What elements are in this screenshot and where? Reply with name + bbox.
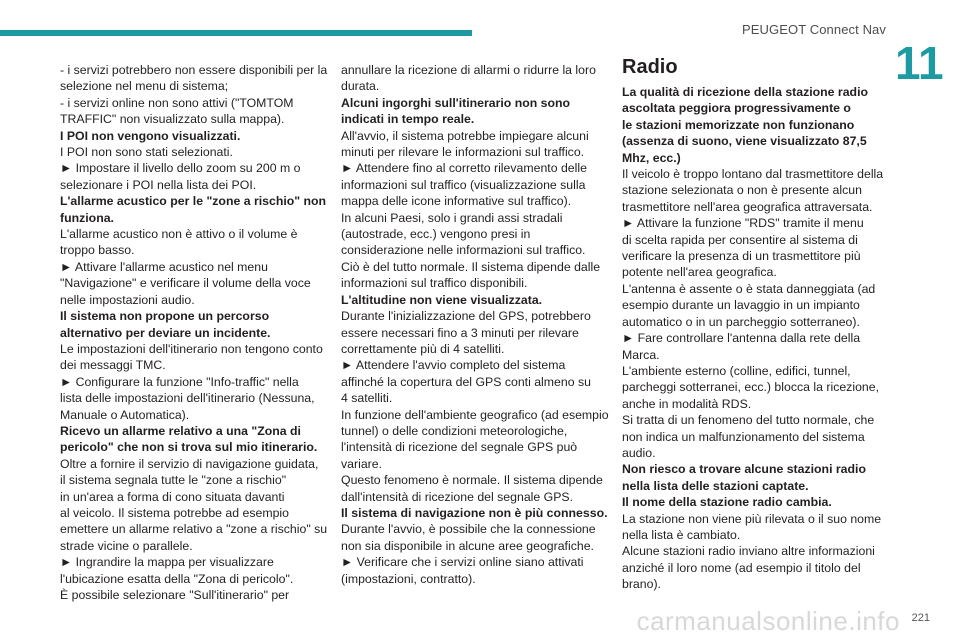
text-line: dall'intensità di ricezione del segnale GPS. [341, 489, 574, 504]
heading-line: Ricevo un allarme relativo a una "Zona di [60, 423, 301, 438]
text-line: troppo basso. [60, 243, 135, 258]
header-accent-bar [0, 30, 472, 36]
text-line: parcheggi sotterranei, ecc.) blocca la ricezione, [622, 380, 879, 395]
text-line: l'intensità di ricezione del segnale GPS può [341, 440, 578, 455]
text-line: informazioni sul traffico (visualizzazione sulla [341, 177, 586, 192]
text-line: trasmettitore nell'area geografica attraversata. [622, 199, 873, 214]
heading-line: L'altitudine non viene visualizzata. [341, 292, 543, 307]
text-line: In funzione dell'ambiente geografico (ad esempio [341, 407, 609, 422]
heading-line: Il sistema non propone un percorso [60, 309, 270, 324]
text-column-3-body [622, 84, 888, 593]
text-line: emettere un allarme relativo a "zone a rischio" su [60, 522, 328, 537]
page-number: 221 [911, 612, 930, 624]
text-line: Si tratta di un fenomeno del tutto normale, che [622, 413, 875, 428]
text-line: esempio durante un lavaggio in un impianto [622, 298, 860, 313]
text-line: durata. [341, 79, 380, 94]
text-line: in un'area a forma di cono situata davanti [60, 489, 285, 504]
text-line: al veicolo. Il sistema potrebbe ad esempio [60, 505, 289, 520]
text-line: Manuale o Automatica). [60, 407, 190, 422]
text-line: correttamente più di 4 satelliti. [341, 341, 505, 356]
heading-line: Non riesco a trovare alcune stazioni radio [622, 462, 866, 477]
text-line: ► Impostare il livello dello zoom su 200 m o [60, 161, 301, 176]
text-column-1 [60, 62, 328, 603]
text-line: Il veicolo è troppo lontano dal trasmettitore della [622, 167, 884, 182]
text-line: L'antenna è assente o è stata danneggiata (ad [622, 281, 876, 296]
text-line: La stazione non viene più rilevata o il suo nome [622, 511, 882, 526]
text-line: "Navigazione" e verificare il volume della voce [60, 276, 311, 291]
text-line: All'avvio, il sistema potrebbe impiegare alcuni [341, 128, 589, 143]
text-line: affinché la copertura del GPS conti almeno su [341, 374, 591, 389]
text-line: tunnel) o delle condizioni meteorologiche, [341, 423, 568, 438]
text-line: Durante l'avvio, è possibile che la connessione [341, 522, 596, 537]
text-line: il sistema segnala tutte le "zone a rischio" [60, 473, 287, 488]
text-line: ► Verificare che i servizi online siano attivati [341, 555, 584, 570]
heading-line: (assenza di suono, viene visualizzato 87,5 [622, 134, 867, 149]
text-line: ► Attendere l'avvio completo del sistema [341, 358, 566, 373]
text-line: mappa delle icone informative sul traffico). [341, 194, 572, 209]
text-line: variare. [341, 456, 383, 471]
text-line: TRAFFIC" non visualizzato sulla mappa). [60, 112, 285, 127]
text-line: lista delle impostazioni dell'itinerario (Nessuna, [60, 391, 315, 406]
heading-line: Il sistema di navigazione non è più connesso. [341, 505, 608, 520]
text-line: essere necessari fino a 3 minuti per rilevare [341, 325, 579, 340]
section-title-radio: Radio [622, 56, 678, 78]
heading-line: Il nome della stazione radio cambia. [622, 495, 832, 510]
heading-line: Alcuni ingorghi sull'itinerario non sono [341, 95, 571, 110]
text-line: anziché il loro nome (ad esempio il titolo del [622, 560, 861, 575]
heading-line: funziona. [60, 210, 114, 225]
text-line: Ciò è del tutto normale. Il sistema dipende dalle [341, 259, 601, 274]
heading-line: alternativo per deviare un incidente. [60, 325, 271, 340]
header-title: PEUGEOT Connect Nav [742, 22, 886, 37]
text-column-3 [622, 54, 888, 593]
text-line: (autostrade, ecc.) vengono presi in [341, 227, 531, 242]
text-line: - i servizi potrebbero non essere disponibili per la [60, 63, 328, 77]
text-line: strade vicine o parallele. [60, 538, 193, 553]
text-line: ► Fare controllare l'antenna dalla rete della [622, 331, 861, 346]
text-line: nelle impostazioni audio. [60, 292, 195, 307]
text-line: L'ambiente esterno (colline, edifici, tunnel, [622, 363, 851, 378]
text-line: Oltre a fornire il servizio di navigazione guidata, [60, 456, 319, 471]
text-line: In alcuni Paesi, solo i grandi assi stradali [341, 210, 563, 225]
heading-line: pericolo" che non si trova sul mio itinerario. [60, 440, 318, 455]
text-line: dei messaggi TMC. [60, 358, 166, 373]
text-line: 4 satelliti. [341, 391, 393, 406]
text-line: nella lista è cambiato. [622, 527, 741, 542]
heading-line: La qualità di ricezione della stazione radio [622, 85, 868, 99]
text-line: informazioni sul traffico disponibili. [341, 276, 528, 291]
text-line: stazione selezionata o non è presente alcun [622, 183, 862, 198]
text-line: Questo fenomeno è normale. Il sistema dipende [341, 473, 603, 488]
text-line: - i servizi online non sono attivi ("TOMTOM [60, 95, 294, 110]
heading-line: I POI non vengono visualizzati. [60, 128, 241, 143]
text-line: considerazione nelle informazioni sul traffico. [341, 243, 586, 258]
text-line: non indica un malfunzionamento del sistema [622, 429, 865, 444]
text-line: ► Attivare la funzione "RDS" tramite il menu [622, 216, 864, 231]
heading-line: Mhz, ecc.) [622, 150, 681, 165]
text-line: ► Ingrandire la mappa per visualizzare [60, 555, 274, 570]
text-line: selezione nel menu di sistema; [60, 79, 229, 94]
text-line: brano). [622, 577, 661, 592]
text-line: non sia disponibile in alcune aree geografiche. [341, 538, 594, 553]
heading-line: L'allarme acustico per le "zone a rischio" non [60, 194, 327, 209]
text-line: verificare la presenza di un trasmettitore più [622, 249, 861, 264]
text-line: Alcune stazioni radio inviano altre informazioni [622, 544, 875, 559]
text-line: Durante l'inizializzazione del GPS, potrebbero [341, 309, 591, 324]
text-column-2 [341, 62, 609, 587]
chapter-number: 11 [895, 37, 944, 89]
text-line: È possibile selezionare "Sull'itinerario" per [60, 588, 290, 602]
text-line: ► Attivare l'allarme acustico nel menu [60, 259, 268, 274]
text-line: anche in modalità RDS. [622, 396, 752, 411]
text-line: ► Configurare la funzione "Info-traffic" nella [60, 374, 299, 389]
text-line: L'allarme acustico non è attivo o il volume è [60, 227, 298, 242]
text-line: Le impostazioni dell'itinerario non tengono conto [60, 341, 323, 356]
text-line: audio. [622, 445, 656, 460]
text-line: potente nell'area geografica. [622, 265, 777, 280]
heading-line: indicati in tempo reale. [341, 112, 475, 127]
text-line: I POI non sono stati selezionati. [60, 145, 233, 160]
heading-line: ascoltata peggiora progressivamente o [622, 101, 851, 116]
text-line: minuti per rilevare le informazioni sul traffico. [341, 145, 585, 160]
text-line: Marca. [622, 347, 660, 362]
text-line: (impostazioni, contratto). [341, 571, 476, 586]
heading-line: le stazioni memorizzate non funzionano [622, 117, 855, 132]
text-line: selezionare i POI nella lista dei POI. [60, 177, 257, 192]
text-line: annullare la ricezione di allarmi o ridurre la loro [341, 63, 596, 77]
text-line: di scelta rapida per consentire al sistema di [622, 232, 858, 247]
watermark: carmanualsonline.info [636, 606, 900, 636]
text-line: automatico o in un parcheggio sotterraneo). [622, 314, 860, 329]
heading-line: nella lista delle stazioni captate. [622, 478, 809, 493]
text-line: ► Attendere fino al corretto rilevamento delle [341, 161, 587, 176]
text-line: l'ubicazione esatta della "Zona di pericolo". [60, 571, 294, 586]
